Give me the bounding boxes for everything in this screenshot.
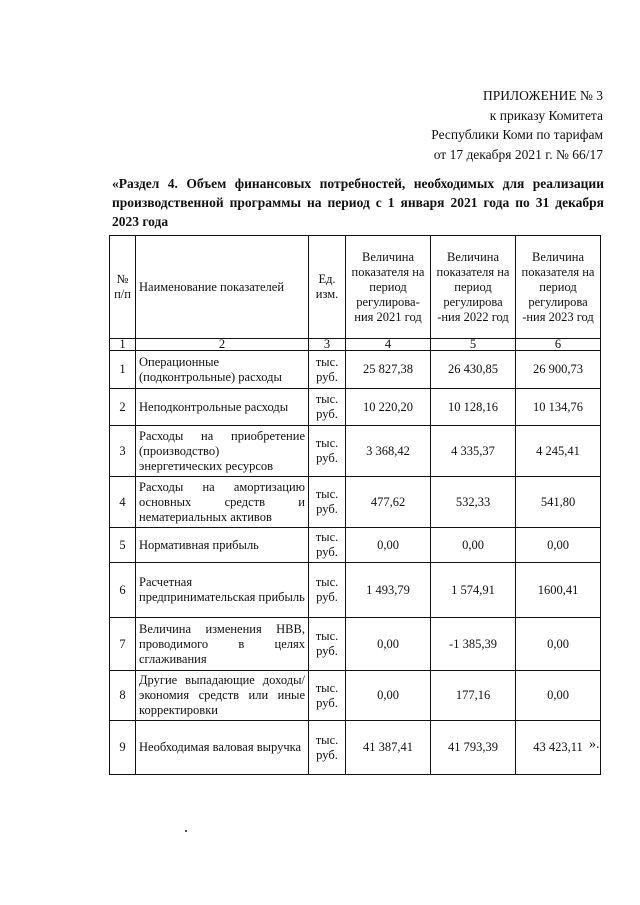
row-unit: тыс. руб. — [309, 351, 346, 389]
row-num: 6 — [110, 563, 136, 618]
col-index: 5 — [431, 339, 516, 351]
table-row — [110, 389, 601, 426]
value-2022: 532,33 — [431, 477, 516, 528]
closing-quote: ». — [589, 737, 600, 752]
row-name: Необходимая валовая выручка — [136, 721, 309, 775]
appendix-order-ref: к приказу Комитета — [489, 107, 603, 123]
row-name: Расходы на приобретение (производство) энергетических ресурсов — [136, 426, 309, 477]
value-2021: 3 368,42 — [346, 426, 431, 477]
row-unit: тыс. руб. — [309, 563, 346, 618]
row-num: 5 — [110, 528, 136, 563]
row-num: 4 — [110, 477, 136, 528]
value-2022: 1 574,91 — [431, 563, 516, 618]
value-2023: 10 134,76 — [516, 389, 601, 426]
table-row — [110, 563, 601, 618]
financial-needs-table — [109, 235, 601, 775]
row-name: Величина изменения НВВ, проводимого в целях сглаживания — [136, 618, 309, 671]
section-title: «Раздел 4. Объем финансовых потребностей, необходимых для реализации производственной программы на период с 1 января 2021 года по 31 декабря 2023 года — [112, 176, 604, 229]
row-name: Расходы на амортизацию основных средств и нематериальных активов — [136, 477, 309, 528]
row-unit: тыс. руб. — [309, 477, 346, 528]
appendix-header — [431, 86, 603, 164]
row-name: Операционные (подконтрольные) расходы — [136, 351, 309, 389]
row-num: 8 — [110, 671, 136, 721]
scan-speck — [185, 830, 187, 832]
value-2023: 26 900,73 — [516, 351, 601, 389]
row-num: 1 — [110, 351, 136, 389]
table-row — [110, 426, 601, 477]
row-num: 2 — [110, 389, 136, 426]
value-2023: 0,00 — [516, 618, 601, 671]
value-2021: 41 387,41 — [346, 721, 431, 775]
row-unit: тыс. руб. — [309, 426, 346, 477]
value-2022: 177,16 — [431, 671, 516, 721]
row-num: 3 — [110, 426, 136, 477]
row-name: Неподконтрольные расходы — [136, 389, 309, 426]
row-name: Нормативная прибыль — [136, 528, 309, 563]
appendix-date: от 17 декабря 2021 г. № 66/17 — [433, 146, 603, 162]
row-name: Другие выпадающие доходы/экономия средств или иные корректировки — [136, 671, 309, 721]
appendix-title: ПРИЛОЖЕНИЕ № 3 — [482, 88, 603, 103]
value-2022: 10 128,16 — [431, 389, 516, 426]
value-2021: 1 493,79 — [346, 563, 431, 618]
value-2021: 25 827,38 — [346, 351, 431, 389]
value-2021: 0,00 — [346, 671, 431, 721]
table-row — [110, 351, 601, 389]
column-index-row — [110, 339, 601, 351]
col-index: 2 — [136, 339, 309, 351]
value-2022: 26 430,85 — [431, 351, 516, 389]
value-2023: 541,80 — [516, 477, 601, 528]
table-row — [110, 618, 601, 671]
table-row — [110, 721, 601, 775]
col-index: 4 — [346, 339, 431, 351]
value-2021: 477,62 — [346, 477, 431, 528]
col-index: 1 — [110, 339, 136, 351]
header-2022: Величина показателя на период регулирова -ния 2022 год — [431, 236, 516, 339]
row-name: Расчетная предпринимательская прибыль — [136, 563, 309, 618]
appendix-committee: Республики Коми по тарифам — [431, 127, 603, 142]
value-2022: 0,00 — [431, 528, 516, 563]
value-2023: 43 423,11 — [516, 721, 601, 775]
header-2021: Величина показателя на период регулирова-ния 2021 год — [346, 236, 431, 339]
header-num: № п/п — [110, 236, 136, 339]
value-2023: 4 245,41 — [516, 426, 601, 477]
row-num: 9 — [110, 721, 136, 775]
col-index: 3 — [309, 339, 346, 351]
table-row — [110, 477, 601, 528]
header-2023: Величина показателя на период регулирова -ния 2023 год — [516, 236, 601, 339]
value-2023: 0,00 — [516, 528, 601, 563]
row-unit: тыс. руб. — [309, 618, 346, 671]
value-2022: 41 793,39 — [431, 721, 516, 775]
row-unit: тыс. руб. — [309, 528, 346, 563]
value-2023: 0,00 — [516, 671, 601, 721]
col-index: 6 — [516, 339, 601, 351]
value-2021: 10 220,20 — [346, 389, 431, 426]
value-2021: 0,00 — [346, 618, 431, 671]
value-2021: 0,00 — [346, 528, 431, 563]
row-unit: тыс. руб. — [309, 389, 346, 426]
header-unit: Ед. изм. — [309, 236, 346, 339]
table-row — [110, 671, 601, 721]
value-2022: 4 335,37 — [431, 426, 516, 477]
value-2022: -1 385,39 — [431, 618, 516, 671]
table-row — [110, 528, 601, 563]
row-unit: тыс. руб. — [309, 721, 346, 775]
row-num: 7 — [110, 618, 136, 671]
value-2023: 1600,41 — [516, 563, 601, 618]
header-name: Наименование показателей — [136, 236, 309, 339]
table-header-row — [110, 236, 601, 339]
row-unit: тыс. руб. — [309, 671, 346, 721]
